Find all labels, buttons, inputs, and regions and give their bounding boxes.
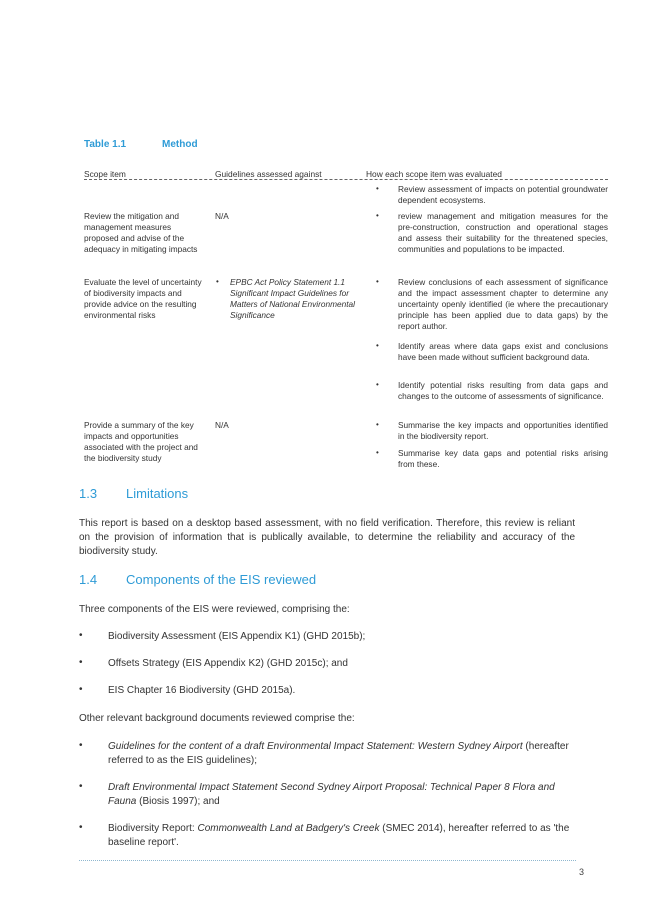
bullet-icon: • — [376, 448, 379, 457]
other-doc-item-0 — [108, 740, 576, 768]
table-row-2-guidelines: EPBC Act Policy Statement 1.1 Significant Impact Guidelines for Matters of National Environmental Significance — [230, 277, 355, 320]
table-row-2-bullet-1: Identify areas where data gaps exist and conclusions have been made without sufficient background data. — [398, 341, 608, 362]
table-row-3-guidelines: N/A — [215, 420, 229, 430]
bullet-icon: • — [79, 657, 83, 668]
table-row-2-scope: Evaluate the level of uncertainty of biodiversity impacts and provide advice on the resulting environmental risks — [84, 277, 202, 320]
section-title: Components of the EIS reviewed — [126, 572, 317, 587]
doc-prefix: Biodiversity Report: — [108, 823, 198, 834]
doc-note: (Biosis 1997); and — [136, 796, 220, 808]
bullet-icon: • — [79, 684, 83, 695]
doc-note: (SMEC 2014), hereafter referred to as 'the baseline report'. — [108, 823, 570, 849]
bullet-icon: • — [79, 630, 83, 641]
bullet-icon: • — [376, 341, 379, 350]
section-number: 1.3 — [79, 486, 98, 501]
bullet-icon: • — [216, 277, 219, 286]
column-header-scope: Scope item — [84, 169, 126, 179]
doc-title: Commonwealth Land at Badgery's Creek — [197, 823, 380, 834]
section-title: Limitations — [126, 486, 189, 501]
table-row-2-bullet-0: Review conclusions of each assessment of significance and the impact assessment chapter to determine any uncertainty openly identified (ie where the precautionary principle has been applied due to data gaps) by the report author. — [398, 277, 608, 331]
table-row-3-scope: Provide a summary of the key impacts and opportunities associated with the project and the biodiversity study — [84, 420, 198, 463]
bullet-icon: • — [79, 822, 83, 833]
component-item-1: Offsets Strategy (EIS Appendix K2) (GHD 2015c); and — [108, 658, 348, 669]
column-header-evaluation: How each scope item was evaluated — [366, 169, 502, 179]
bullet-icon: • — [376, 184, 379, 193]
table-title: Method — [162, 139, 198, 150]
doc-note: (hereafter referred to as the EIS guidelines); — [108, 741, 569, 767]
other-docs-intro: Other relevant background documents reviewed comprise the: — [79, 713, 355, 724]
bullet-icon: • — [79, 740, 83, 751]
limitations-paragraph: This report is based on a desktop based assessment, with no field verification. Therefore, this review is reliant on the provision of information that is publically available, to determine the reliability and accuracy of the biodiversity study. — [79, 518, 575, 558]
section-heading-components — [79, 572, 379, 590]
header-divider — [84, 179, 608, 180]
table-row-2-bullet-2: Identify potential risks resulting from data gaps and changes to the outcome of assessments of significance. — [398, 380, 608, 401]
other-doc-item-2 — [108, 822, 576, 850]
table-row-3-bullet-0: Summarise the key impacts and opportunities identified in the biodiversity report. — [398, 420, 608, 441]
table-row-0-bullet-0: Review assessment of impacts on potential groundwater dependent ecosystems. — [398, 184, 608, 205]
bullet-icon: • — [79, 781, 83, 792]
component-item-0: Biodiversity Assessment (EIS Appendix K1) (GHD 2015b); — [108, 631, 366, 642]
column-header-guidelines: Guidelines assessed against — [215, 169, 322, 179]
table-row-3-bullet-1: Summarise key data gaps and potential risks arising from these. — [398, 448, 608, 469]
footer-divider — [79, 860, 576, 861]
table-row-1-bullet-0: review management and mitigation measures for the pre-construction, construction and operational stages and assess their suitability for the threatened species, communities and populations to be impacted. — [398, 211, 608, 254]
other-doc-item-1 — [108, 781, 576, 809]
page-number: 3 — [578, 867, 584, 877]
table-row-1-guidelines: N/A — [215, 211, 229, 221]
doc-title: Guidelines for the content of a draft Environmental Impact Statement: Western Sydney Airport — [108, 741, 523, 752]
doc-title: Draft Environmental Impact Statement Second Sydney Airport Proposal: Technical Paper 8 Flora and Fauna — [108, 782, 555, 808]
bullet-icon: • — [376, 211, 379, 220]
bullet-icon: • — [376, 380, 379, 389]
table-caption — [84, 139, 198, 150]
table-row-1-scope: Review the mitigation and management measures proposed and advise of the adequacy in mitigating impacts — [84, 211, 198, 254]
components-intro: Three components of the EIS were reviewed, comprising the: — [79, 604, 350, 615]
bullet-icon: • — [376, 277, 379, 286]
bullet-icon: • — [376, 420, 379, 429]
section-number: 1.4 — [79, 572, 98, 587]
table-number: Table 1.1 — [84, 139, 127, 150]
component-item-2: EIS Chapter 16 Biodiversity (GHD 2015a). — [108, 685, 296, 696]
section-heading-limitations — [79, 486, 379, 504]
